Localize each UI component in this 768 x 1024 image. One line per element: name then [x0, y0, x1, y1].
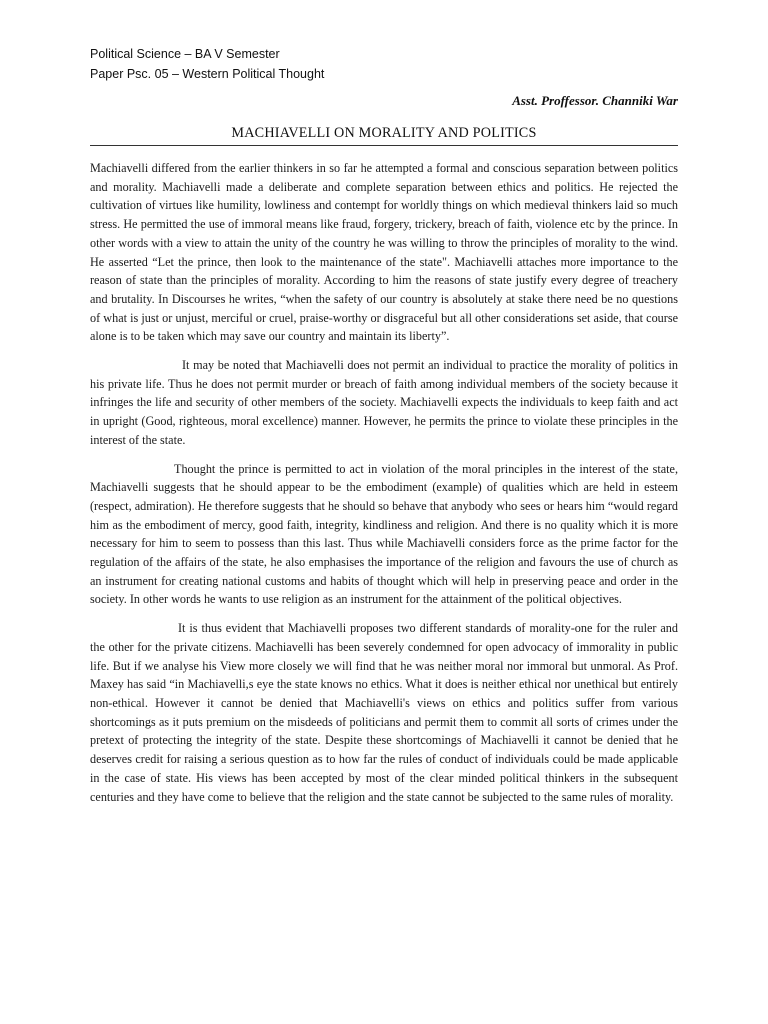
document-body	[90, 159, 678, 816]
title-divider	[90, 145, 678, 146]
paragraph-3: Thought the prince is permitted to act in violation of the moral principles in the interest of the state, Machiavelli suggests that he should appear to be the embodiment (example) of qualities which are held in esteem (respect, admiration). He therefore suggests that he should so behave that anybody who sees or hears him “would regard him as the embodiment of mercy, good faith, integrity, kindliness and religion. And there is no quality which it is more necessary for him to seem to possess than this last. Thus while Machiavelli considers force as the prime factor for the regulation of the affairs of the state, he also emphasises the importance of the religion and favours the use of church as an instrument for creating national customs and habits of thought which will help in preserving peace and order in the society. In other words he wants to use religion as an instrument for the attainment of the political objectives.	[90, 461, 678, 607]
course-line: Political Science – BA V Semester	[90, 47, 280, 61]
paragraph-4: It is thus evident that Machiavelli proposes two different standards of morality-one for the ruler and the other for the private citizens. Machiavelli has been severely condemned for open advocacy of immorality in public life. But if we analyse his View more closely we will find that he was neither moral nor immoral but unmoral. As Prof. Maxey has said “in Machiavelli,s eye the state knows no ethics. What it does is neither ethical nor unethical but entirely non-ethical. However it cannot be denied that Machiavelli's views on ethics and politics suffer from various shortcomings as it puts premium on the misdeeds of politicians and permit them to commit all sorts of crimes under the pretext of protecting the integrity of the state. Despite these shortcomings of Machiavelli it cannot be denied that he deserves credit for raising a serious question as to how far the rules of conduct of individuals could be made applicable in the case of state. His views has been accepted by most of the clear minded political thinkers in the subsequent centuries and they have come to believe that the religion and the state cannot be subjected to the same rules of morality.	[90, 621, 678, 804]
author-line: Asst. Proffessor. Channiki War	[512, 93, 678, 108]
paragraph-2: It may be noted that Machiavelli does not permit an individual to practice the morality of politics in his private life. Thus he does not permit murder or breach of faith among individual members of the society because it infringes the life and security of other members of the society. Machiavelli expects the individuals to keep faith and act in upright (Good, righteous, moral excellence) manner. However, he permits the prince to violate these principles in the interest of the state.	[90, 358, 678, 447]
paper-line: Paper Psc. 05 – Western Political Thought	[90, 67, 325, 81]
paragraph-1: Machiavelli differed from the earlier thinkers in so far he attempted a formal and conscious separation between politics and morality. Machiavelli made a deliberate and complete separation between ethics and politics. He rejected the cultivation of virtues like humility, lowliness and contempt for worldly things on which medieval thinkers laid so much stress. He permitted the use of immoral means like fraud, forgery, trickery, breach of faith, violence etc by the prince. In other words with a view to attain the unity of the country he was willing to throw the principles of morality to the wind. He asserted “Let the prince, then look to the maintenance of the state". Machiavelli attaches more importance to the reason of state than the principles of morality. According to him the reasons of state justify every degree of treachery and brutality. In Discourses he writes, “when the safety of our country is absolutely at stake there need be no questions of what is just or unjust, merciful or cruel, praise-worthy or disgraceful but all other considerations set aside, that course alone is to be taken which may save our country and maintain its liberty”.	[90, 161, 678, 344]
document-title: MACHIAVELLI ON MORALITY AND POLITICS	[231, 125, 537, 141]
